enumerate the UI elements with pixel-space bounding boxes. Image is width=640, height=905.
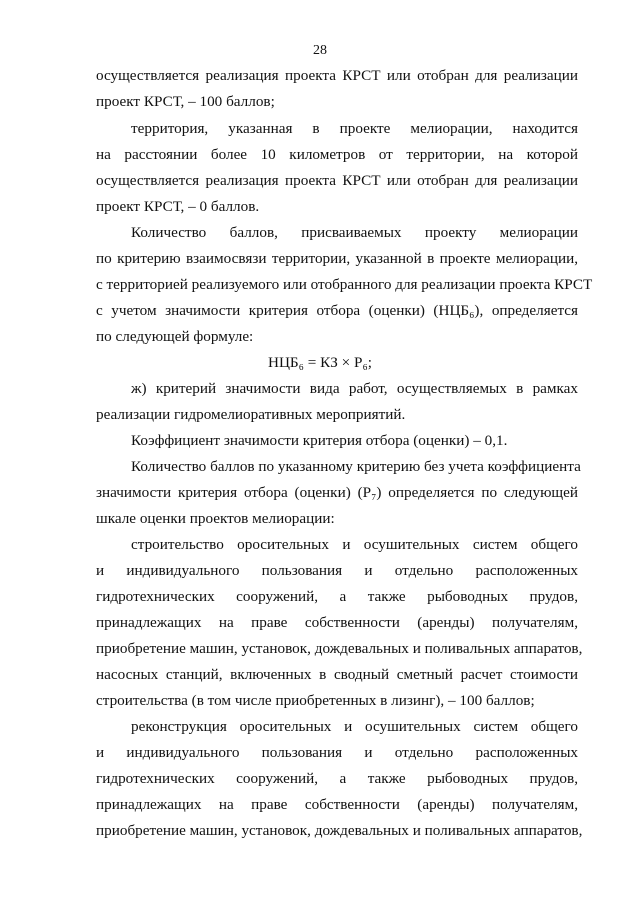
text-line: шкале оценки проектов мелиорации:	[96, 510, 335, 527]
text-line: с учетом значимости критерия отбора (оценки) (НЦБ₆), определяется	[96, 302, 578, 319]
text-line: реализации гидромелиоративных мероприятий.	[96, 406, 406, 423]
text-line: строительства (в том числе приобретенных в лизинг), – 100 баллов;	[96, 692, 535, 709]
text-line: Количество баллов по указанному критерию без учета коэффициента	[131, 458, 581, 475]
text-line: значимости критерия отбора (оценки) (Р₇) определяется по следующей	[96, 484, 578, 501]
text-line: Коэффициент значимости критерия отбора (оценки) – 0,1.	[131, 432, 508, 449]
text-line: ж) критерий значимости вида работ, осуществляемых в рамках	[131, 380, 578, 397]
page-number: 28	[313, 43, 327, 58]
text-line: Количество баллов, присваиваемых проекту мелиорации	[131, 224, 578, 241]
text-line: осуществляется реализация проекта КРСТ или отобран для реализации	[96, 67, 578, 84]
text-line: реконструкция оросительных и осушительных систем общего	[131, 718, 578, 735]
formula: НЦБ₆ = КЗ × Р₆;	[268, 354, 372, 371]
text-line: проект КРСТ, – 0 баллов.	[96, 198, 260, 215]
text-line: гидротехнических сооружений, а также рыбоводных прудов,	[96, 770, 578, 787]
text-line: гидротехнических сооружений, а также рыбоводных прудов,	[96, 588, 578, 605]
text-line: и индивидуального пользования и отдельно расположенных	[96, 562, 578, 579]
text-line: на расстоянии более 10 километров от территории, на которой	[96, 146, 578, 163]
text-line: насосных станций, включенных в сводный сметный расчет стоимости	[96, 666, 578, 683]
text-line: принадлежащих на праве собственности (аренды) получателям,	[96, 796, 578, 813]
text-line: по критерию взаимосвязи территории, указанной в проекте мелиорации,	[96, 250, 578, 267]
text-line: и индивидуального пользования и отдельно расположенных	[96, 744, 578, 761]
text-line: строительство оросительных и осушительных систем общего	[131, 536, 578, 553]
text-line: по следующей формуле:	[96, 328, 254, 345]
text-line: проект КРСТ, – 100 баллов;	[96, 93, 275, 110]
text-line: приобретение машин, установок, дождевальных и поливальных аппаратов,	[96, 822, 583, 839]
text-line: осуществляется реализация проекта КРСТ или отобран для реализации	[96, 172, 578, 189]
text-line: принадлежащих на праве собственности (аренды) получателям,	[96, 614, 578, 631]
text-line: с территорией реализуемого или отобранного для реализации проекта КРСТ	[96, 276, 593, 293]
text-line: приобретение машин, установок, дождевальных и поливальных аппаратов,	[96, 640, 583, 657]
text-line: территория, указанная в проекте мелиорации, находится	[131, 120, 578, 137]
